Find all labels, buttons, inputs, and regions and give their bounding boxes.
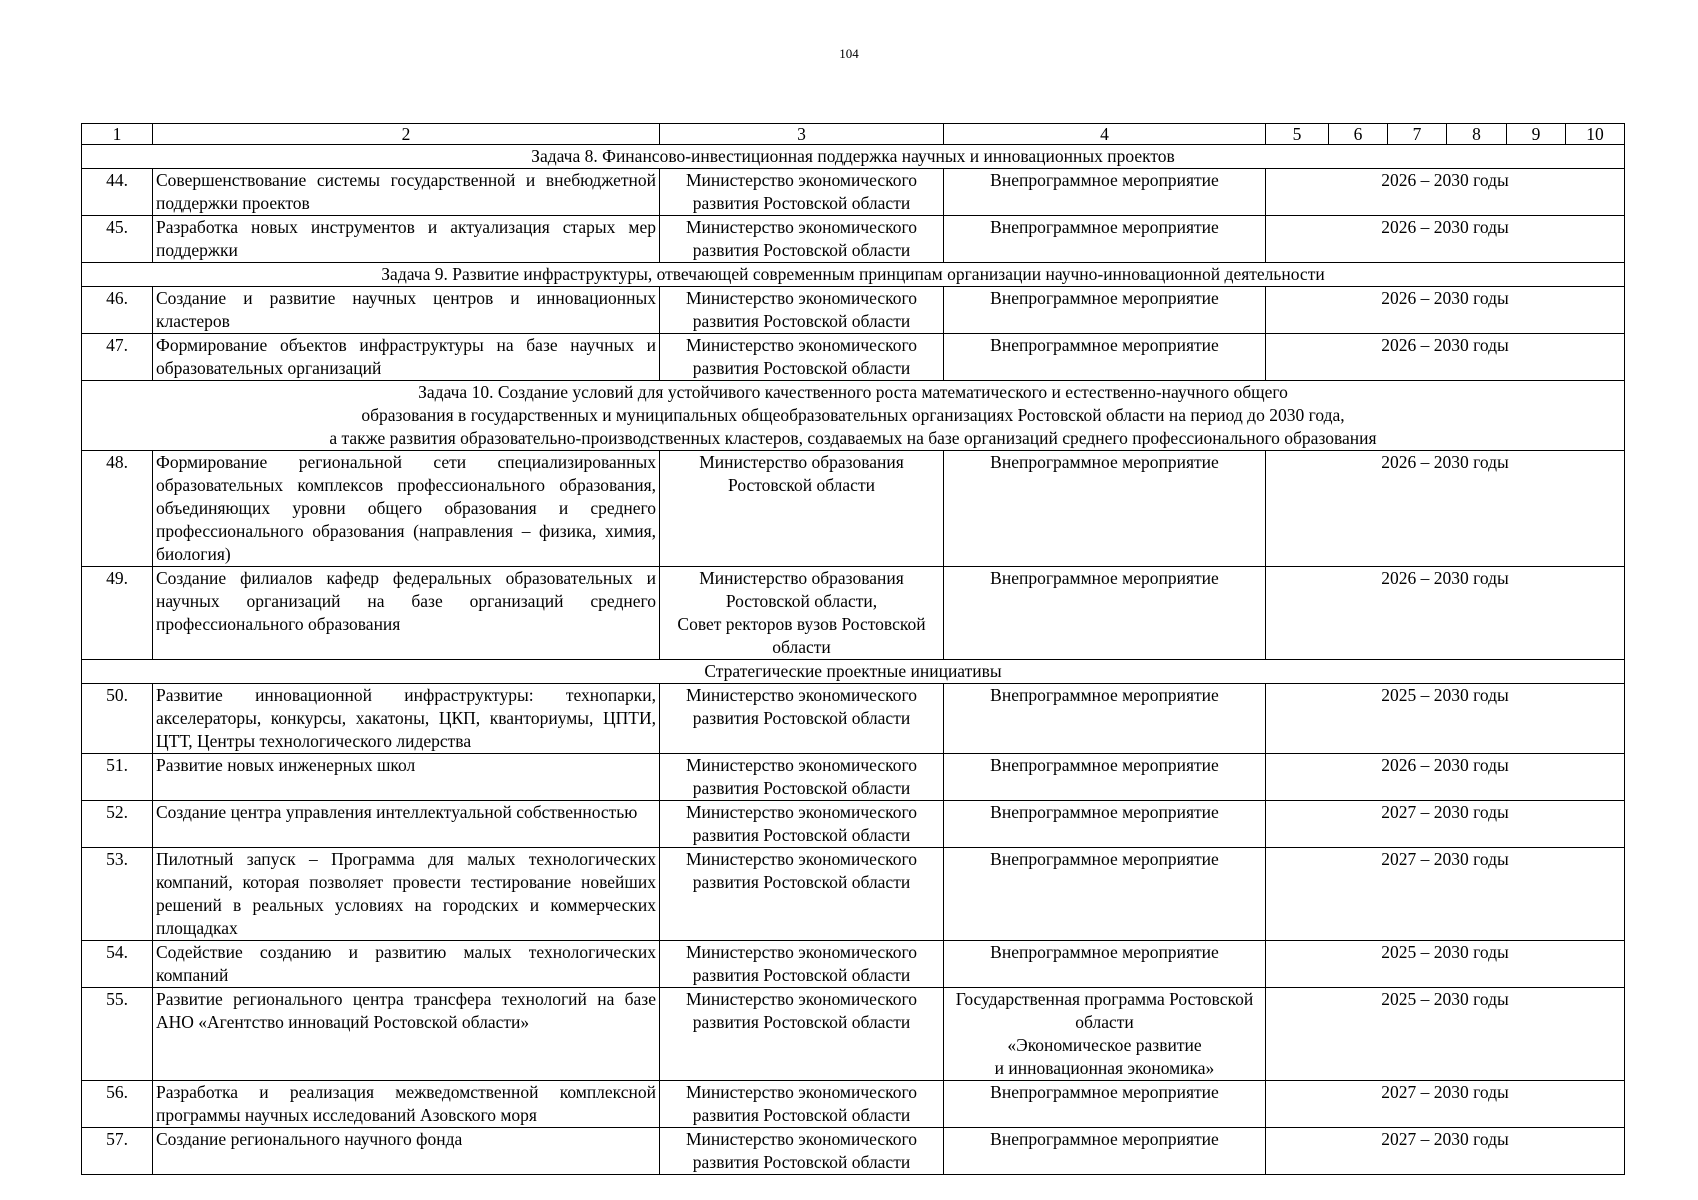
measure-description: Формирование региональной сети специализированных образовательных комплексов профессионального образования, объединяющих уровни общего образования и среднего профессионального образования (направления – физика, химия, биология)	[153, 451, 660, 567]
task-row	[82, 263, 1625, 287]
program-line: Внепрограммное мероприятие	[990, 170, 1219, 190]
measure-number: 57.	[82, 1128, 153, 1175]
measure-number: 51.	[82, 754, 153, 801]
measure-program	[944, 216, 1266, 263]
measure-period: 2027 – 2030 годы	[1266, 1128, 1625, 1175]
measure-description: Создание центра управления интеллектуальной собственностью	[153, 801, 660, 848]
column-number: 6	[1329, 124, 1388, 145]
executor-line: Министерство экономического развития Ростовской области	[686, 1129, 917, 1172]
measure-row	[82, 216, 1625, 263]
measure-period: 2025 – 2030 годы	[1266, 988, 1625, 1081]
column-number-row	[82, 124, 1625, 145]
task-row	[82, 660, 1625, 684]
task-title	[82, 660, 1625, 684]
program-line: Внепрограммное мероприятие	[990, 452, 1219, 472]
measure-number: 56.	[82, 1081, 153, 1128]
measure-program	[944, 287, 1266, 334]
program-line: «Экономическое развитие	[1007, 1035, 1202, 1055]
measure-executor	[660, 169, 944, 216]
page-number: 104	[839, 46, 859, 61]
measure-number: 44.	[82, 169, 153, 216]
measure-description: Содействие созданию и развитию малых технологических компаний	[153, 941, 660, 988]
measure-executor	[660, 848, 944, 941]
measure-executor	[660, 754, 944, 801]
measure-program	[944, 169, 1266, 216]
measure-period: 2027 – 2030 годы	[1266, 848, 1625, 941]
column-number: 2	[153, 124, 660, 145]
measure-period: 2026 – 2030 годы	[1266, 451, 1625, 567]
measure-description: Совершенствование системы государственной и внебюджетной поддержки проектов	[153, 169, 660, 216]
measure-executor	[660, 801, 944, 848]
measure-program	[944, 567, 1266, 660]
measure-executor	[660, 451, 944, 567]
executor-line: Министерство экономического развития Ростовской области	[686, 989, 917, 1032]
executor-line: Министерство образования Ростовской области,	[699, 568, 904, 611]
measure-executor	[660, 567, 944, 660]
measure-description: Развитие инновационной инфраструктуры: технопарки, акселераторы, конкурсы, хакатоны, ЦКП, кванториумы, ЦПТИ, ЦТТ, Центры технологического лидерства	[153, 684, 660, 754]
measure-row	[82, 334, 1625, 381]
measure-program	[944, 754, 1266, 801]
measure-program	[944, 1128, 1266, 1175]
measure-description: Формирование объектов инфраструктуры на базе научных и образовательных организаций	[153, 334, 660, 381]
measure-row	[82, 684, 1625, 754]
measure-period: 2025 – 2030 годы	[1266, 684, 1625, 754]
measure-executor	[660, 684, 944, 754]
executor-line: Министерство экономического развития Ростовской области	[686, 335, 917, 378]
measure-row	[82, 801, 1625, 848]
executor-line: Министерство экономического развития Ростовской области	[686, 755, 917, 798]
column-number: 4	[944, 124, 1266, 145]
executor-line: Министерство образования Ростовской области	[699, 452, 904, 495]
program-line: Внепрограммное мероприятие	[990, 1129, 1219, 1149]
task-row	[82, 145, 1625, 169]
measure-number: 49.	[82, 567, 153, 660]
task-title-line: Задача 9. Развитие инфраструктуры, отвечающей современным принципам организации научно-инновационной деятельности	[381, 264, 1325, 284]
measure-period: 2026 – 2030 годы	[1266, 216, 1625, 263]
measure-program	[944, 988, 1266, 1081]
column-number: 9	[1507, 124, 1566, 145]
program-line: Внепрограммное мероприятие	[990, 335, 1219, 355]
task-title	[82, 263, 1625, 287]
executor-line: Совет ректоров вузов Ростовской области	[677, 614, 926, 657]
measure-row	[82, 567, 1625, 660]
measure-program	[944, 1081, 1266, 1128]
measure-program	[944, 451, 1266, 567]
measure-period: 2027 – 2030 годы	[1266, 801, 1625, 848]
column-number: 7	[1388, 124, 1447, 145]
program-line: Внепрограммное мероприятие	[990, 1082, 1219, 1102]
task-title-line: Задача 8. Финансово-инвестиционная поддержка научных и инновационных проектов	[531, 146, 1175, 166]
measure-period: 2026 – 2030 годы	[1266, 169, 1625, 216]
column-number: 10	[1566, 124, 1625, 145]
measure-number: 54.	[82, 941, 153, 988]
measure-program	[944, 334, 1266, 381]
program-line: Государственная программа Ростовской области	[955, 989, 1254, 1032]
task-title	[82, 145, 1625, 169]
task-title-line: а также развития образовательно-производственных кластеров, создаваемых на базе организаций среднего профессионального образования	[329, 428, 1377, 448]
measure-row	[82, 1081, 1625, 1128]
measure-program	[944, 848, 1266, 941]
task-title-line: Стратегические проектные инициативы	[704, 661, 1002, 681]
program-line: Внепрограммное мероприятие	[990, 849, 1219, 869]
measure-number: 46.	[82, 287, 153, 334]
measure-executor	[660, 334, 944, 381]
measure-executor	[660, 988, 944, 1081]
program-line: Внепрограммное мероприятие	[990, 685, 1219, 705]
measure-program	[944, 801, 1266, 848]
task-row	[82, 381, 1625, 451]
task-title-line: образования в государственных и муниципальных общеобразовательных организациях Ростовской области на период до 2030 года,	[361, 405, 1345, 425]
column-number: 8	[1447, 124, 1507, 145]
measure-number: 50.	[82, 684, 153, 754]
measure-row	[82, 848, 1625, 941]
executor-line: Министерство экономического развития Ростовской области	[686, 288, 917, 331]
executor-line: Министерство экономического развития Ростовской области	[686, 1082, 917, 1125]
measure-row	[82, 988, 1625, 1081]
measure-description: Создание и развитие научных центров и инновационных кластеров	[153, 287, 660, 334]
measure-row	[82, 1128, 1625, 1175]
measure-period: 2026 – 2030 годы	[1266, 287, 1625, 334]
measure-executor	[660, 1081, 944, 1128]
program-line: Внепрограммное мероприятие	[990, 568, 1219, 588]
measure-row	[82, 169, 1625, 216]
measure-number: 48.	[82, 451, 153, 567]
column-number: 3	[660, 124, 944, 145]
measure-executor	[660, 287, 944, 334]
measure-period: 2027 – 2030 годы	[1266, 1081, 1625, 1128]
measure-row	[82, 287, 1625, 334]
measure-executor	[660, 941, 944, 988]
measure-program	[944, 941, 1266, 988]
measure-number: 52.	[82, 801, 153, 848]
measure-number: 55.	[82, 988, 153, 1081]
measure-executor	[660, 216, 944, 263]
executor-line: Министерство экономического развития Ростовской области	[686, 217, 917, 260]
executor-line: Министерство экономического развития Ростовской области	[686, 942, 917, 985]
executor-line: Министерство экономического развития Ростовской области	[686, 802, 917, 845]
program-line: Внепрограммное мероприятие	[990, 755, 1219, 775]
program-line: Внепрограммное мероприятие	[990, 288, 1219, 308]
measure-description: Развитие регионального центра трансфера технологий на базе АНО «Агентство инноваций Ростовской области»	[153, 988, 660, 1081]
measure-number: 45.	[82, 216, 153, 263]
measure-description: Пилотный запуск – Программа для малых технологических компаний, которая позволяет провести тестирование новейших решений в реальных условиях на городских и коммерческих площадках	[153, 848, 660, 941]
measure-executor	[660, 1128, 944, 1175]
measure-period: 2026 – 2030 годы	[1266, 754, 1625, 801]
program-line: Внепрограммное мероприятие	[990, 802, 1219, 822]
measure-program	[944, 684, 1266, 754]
executor-line: Министерство экономического развития Ростовской области	[686, 685, 917, 728]
measure-row	[82, 941, 1625, 988]
measure-number: 53.	[82, 848, 153, 941]
measure-description: Разработка и реализация межведомственной комплексной программы научных исследований Азовского моря	[153, 1081, 660, 1128]
table-body	[82, 124, 1625, 1175]
measure-description: Развитие новых инженерных школ	[153, 754, 660, 801]
program-line: и инновационная экономика»	[994, 1058, 1215, 1078]
task-title	[82, 381, 1625, 451]
measure-row	[82, 754, 1625, 801]
measure-period: 2026 – 2030 годы	[1266, 334, 1625, 381]
column-number: 5	[1266, 124, 1329, 145]
column-number: 1	[82, 124, 153, 145]
measure-number: 47.	[82, 334, 153, 381]
measure-period: 2026 – 2030 годы	[1266, 567, 1625, 660]
measure-description: Создание филиалов кафедр федеральных образовательных и научных организаций на базе организаций среднего профессионального образования	[153, 567, 660, 660]
measure-row	[82, 451, 1625, 567]
program-line: Внепрограммное мероприятие	[990, 217, 1219, 237]
executor-line: Министерство экономического развития Ростовской области	[686, 849, 917, 892]
program-line: Внепрограммное мероприятие	[990, 942, 1219, 962]
measure-description: Разработка новых инструментов и актуализация старых мер поддержки	[153, 216, 660, 263]
executor-line: Министерство экономического развития Ростовской области	[686, 170, 917, 213]
measures-table	[81, 123, 1625, 1175]
task-title-line: Задача 10. Создание условий для устойчивого качественного роста математического и естественно-научного общего	[418, 382, 1288, 402]
measure-period: 2025 – 2030 годы	[1266, 941, 1625, 988]
measure-description: Создание регионального научного фонда	[153, 1128, 660, 1175]
